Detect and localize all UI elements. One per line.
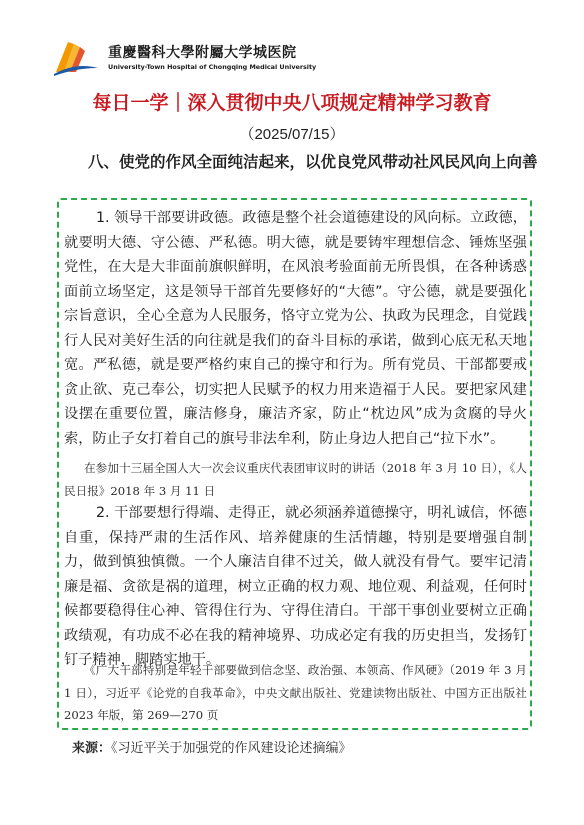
publish-date: （2025/07/15） [239, 126, 345, 143]
hospital-name-cn: 重慶醫科大學附屬大学城医院 [108, 45, 297, 61]
body-paragraph-2: 2. 干部要想行得端、走得正，就必须涵养道德操守，明礼诚信，怀德自重，保持严肃的生活作风、培养健康的生活情趣，特别是要增强自制力，做到慎独慎微。一个人廉洁自律不过关，做人就没有骨气。要牢记清廉是福、贪欲是祸的道理，树立正确的权力观、地位观、利益观，任何时候都要稳得住心神、管得住行为、守得住清白。干部干事创业要树立正确政绩观，有功成不必在我的精神境界、功成必定有我的历史担当，发扬钉钉子精神，脚踏实地干。 [64, 505, 527, 668]
citation-1: 在参加十三届全国人大一次会议重庆代表团审议时的讲话（2018 年 3 月 10 日），《人民日报》2018 年 3 月 11 日 [64, 461, 527, 498]
body-paragraph-1: 1. 领导干部要讲政德。政德是整个社会道德建设的风向标。立政德，就要明大德、守公德、严私德。明大德，就是要铸牢理想信念、锤炼坚强党性，在大是大非面前旗帜鲜明，在风浪考验面前无所畏惧，在各种诱惑面前立场坚定，这是领导干部首先要修好的“大德”。守公德，就是要强化宗旨意识，全心全意为人民服务，恪守立党为公、执政为民理念，自觉践行人民对美好生活的向往就是我们的奋斗目标的承诺，做到心底无私天地宽。严私德，就是要严格约束自己的操守和行为。所有党员、干部都要戒贪止欲、克己奉公，切实把人民赋予的权力用来造福于人民。要把家风建设摆在重要位置，廉洁修身，廉洁齐家，防止“枕边风”成为贪腐的导火索，防止子女打着自己的旗号非法牟利，防止身边人把自己“拉下水”。 [64, 210, 527, 447]
page-title: 每日一学｜深入贯彻中央八项规定精神学习教育 [92, 92, 492, 114]
section-heading: 八、使党的作风全面纯洁起来，以优良党风带动社风民风向上向善 [88, 153, 538, 171]
hospital-logo-icon [52, 38, 100, 78]
source-line [72, 737, 352, 756]
source-label: 来源： [72, 741, 112, 756]
citation-2: 《广大干部特别是年轻干部要做到信念坚、政治强、本领高、作风硬》（2019 年 3 月 1 日），习近平《论党的自我革命》，中央文献出版社、党建读物出版社、中国方正出版社 2023 年版，第 269—270 页 [64, 663, 527, 722]
source-text: 《习近平关于加强党的作风建设论述摘编》 [111, 741, 352, 756]
hospital-header [52, 36, 352, 82]
hospital-name-en: University-Town Hospital of Chongqing Medical University [108, 63, 317, 71]
